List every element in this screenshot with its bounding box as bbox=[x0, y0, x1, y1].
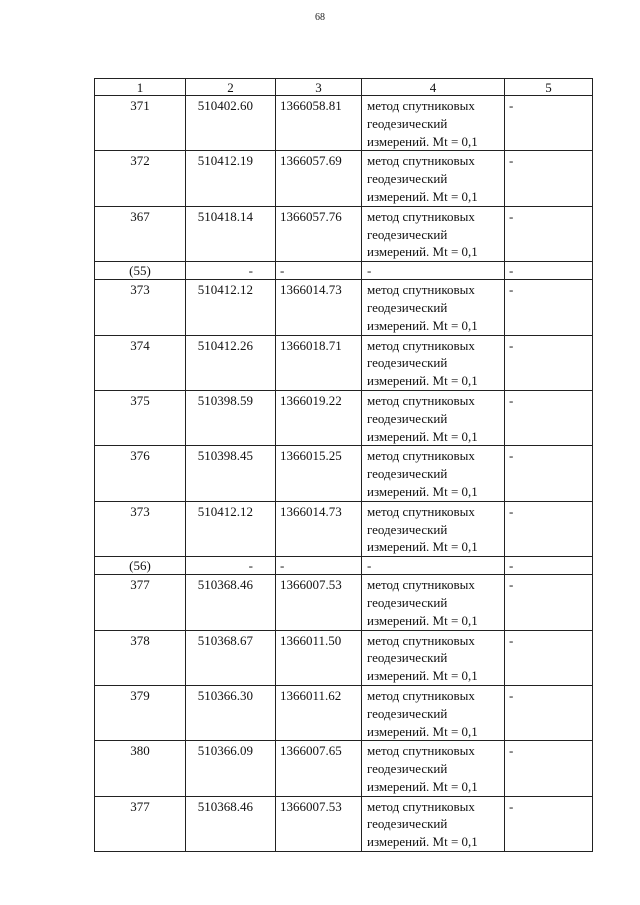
column-5-cell: - bbox=[505, 575, 593, 630]
x-coordinate-cell: 510412.12 bbox=[186, 501, 276, 556]
y-coordinate-cell: 1366018.71 bbox=[276, 335, 362, 390]
method-line: геодезический bbox=[367, 171, 448, 187]
x-coordinate-cell: - bbox=[186, 262, 276, 280]
column-5-cell: - bbox=[505, 335, 593, 390]
method-line: геодезический bbox=[367, 466, 448, 482]
method-line: геодезический bbox=[367, 521, 448, 537]
page-number: 68 bbox=[315, 12, 325, 23]
table-row bbox=[95, 280, 593, 335]
method-line: метод спутниковых bbox=[367, 577, 475, 593]
method-line: метод спутниковых bbox=[367, 282, 475, 298]
method-cell bbox=[362, 151, 505, 206]
point-number-cell: 372 bbox=[95, 151, 186, 206]
column-5-cell: - bbox=[505, 390, 593, 445]
point-number-cell: 377 bbox=[95, 575, 186, 630]
table-row bbox=[95, 335, 593, 390]
column-5-cell: - bbox=[505, 557, 593, 575]
method-line: измерений. Mt = 0,1 bbox=[367, 539, 478, 555]
column-5-cell: - bbox=[505, 501, 593, 556]
y-coordinate-cell: - bbox=[276, 557, 362, 575]
table-header-row bbox=[95, 79, 593, 96]
method-line: геодезический bbox=[367, 299, 448, 315]
method-cell bbox=[362, 796, 505, 851]
table-section-row bbox=[95, 557, 593, 575]
method-line: геодезический bbox=[367, 355, 448, 371]
column-5-cell: - bbox=[505, 206, 593, 261]
column-header-1: 1 bbox=[95, 79, 186, 96]
x-coordinate-cell: 510402.60 bbox=[186, 96, 276, 151]
column-5-cell: - bbox=[505, 685, 593, 740]
method-line: измерений. Mt = 0,1 bbox=[367, 133, 478, 149]
method-line: измерений. Mt = 0,1 bbox=[367, 723, 478, 739]
method-line: метод спутниковых bbox=[367, 503, 475, 519]
method-line: измерений. Mt = 0,1 bbox=[367, 428, 478, 444]
method-line: измерений. Mt = 0,1 bbox=[367, 834, 478, 850]
method-cell bbox=[362, 206, 505, 261]
method-line: геодезический bbox=[367, 115, 448, 131]
point-number-cell: 373 bbox=[95, 501, 186, 556]
x-coordinate-cell: 510412.26 bbox=[186, 335, 276, 390]
y-coordinate-cell: 1366014.73 bbox=[276, 280, 362, 335]
method-cell bbox=[362, 390, 505, 445]
x-coordinate-cell: 510366.30 bbox=[186, 685, 276, 740]
method-line: геодезический bbox=[367, 761, 448, 777]
y-coordinate-cell: 1366019.22 bbox=[276, 390, 362, 445]
column-header-5: 5 bbox=[505, 79, 593, 96]
y-coordinate-cell: 1366015.25 bbox=[276, 446, 362, 501]
column-5-cell: - bbox=[505, 796, 593, 851]
y-coordinate-cell: 1366011.62 bbox=[276, 685, 362, 740]
x-coordinate-cell: 510368.67 bbox=[186, 630, 276, 685]
method-cell bbox=[362, 575, 505, 630]
method-line: измерений. Mt = 0,1 bbox=[367, 373, 478, 389]
column-5-cell: - bbox=[505, 630, 593, 685]
table-row bbox=[95, 685, 593, 740]
y-coordinate-cell: 1366058.81 bbox=[276, 96, 362, 151]
method-line: метод спутниковых bbox=[367, 448, 475, 464]
column-header-4: 4 bbox=[362, 79, 505, 96]
column-5-cell: - bbox=[505, 96, 593, 151]
method-line: геодезический bbox=[367, 816, 448, 832]
method-line: метод спутниковых bbox=[367, 632, 475, 648]
method-line: метод спутниковых bbox=[367, 208, 475, 224]
x-coordinate-cell: - bbox=[186, 557, 276, 575]
method-line: метод спутниковых bbox=[367, 392, 475, 408]
method-line: - bbox=[367, 263, 372, 279]
method-line: геодезический bbox=[367, 594, 448, 610]
y-coordinate-cell: 1366011.50 bbox=[276, 630, 362, 685]
y-coordinate-cell: 1366057.69 bbox=[276, 151, 362, 206]
method-line: метод спутниковых bbox=[367, 687, 475, 703]
method-line: геодезический bbox=[367, 410, 448, 426]
method-line: измерений. Mt = 0,1 bbox=[367, 778, 478, 794]
method-cell bbox=[362, 630, 505, 685]
method-line: метод спутниковых bbox=[367, 98, 475, 113]
point-number-cell: 378 bbox=[95, 630, 186, 685]
point-number-cell: (56) bbox=[95, 557, 186, 575]
x-coordinate-cell: 510368.46 bbox=[186, 796, 276, 851]
point-number-cell: 367 bbox=[95, 206, 186, 261]
x-coordinate-cell: 510398.45 bbox=[186, 446, 276, 501]
method-cell bbox=[362, 557, 505, 575]
column-header-3: 3 bbox=[276, 79, 362, 96]
method-cell bbox=[362, 741, 505, 796]
point-number-cell: 374 bbox=[95, 335, 186, 390]
y-coordinate-cell: 1366007.65 bbox=[276, 741, 362, 796]
column-5-cell: - bbox=[505, 741, 593, 796]
table-section-row bbox=[95, 262, 593, 280]
method-line: измерений. Mt = 0,1 bbox=[367, 317, 478, 333]
table-row bbox=[95, 741, 593, 796]
method-line: метод спутниковых bbox=[367, 798, 475, 814]
method-cell bbox=[362, 335, 505, 390]
point-number-cell: 377 bbox=[95, 796, 186, 851]
method-cell bbox=[362, 280, 505, 335]
method-line: измерений. Mt = 0,1 bbox=[367, 244, 478, 260]
table-row bbox=[95, 501, 593, 556]
x-coordinate-cell: 510418.14 bbox=[186, 206, 276, 261]
method-line: измерений. Mt = 0,1 bbox=[367, 483, 478, 499]
point-number-cell: 380 bbox=[95, 741, 186, 796]
method-line: метод спутниковых bbox=[367, 743, 475, 759]
table-row bbox=[95, 151, 593, 206]
x-coordinate-cell: 510412.12 bbox=[186, 280, 276, 335]
y-coordinate-cell: 1366007.53 bbox=[276, 796, 362, 851]
coordinates-table bbox=[94, 78, 593, 852]
y-coordinate-cell: 1366007.53 bbox=[276, 575, 362, 630]
method-line: метод спутниковых bbox=[367, 337, 475, 353]
method-line: измерений. Mt = 0,1 bbox=[367, 188, 478, 204]
method-line: метод спутниковых bbox=[367, 153, 475, 169]
point-number-cell: 375 bbox=[95, 390, 186, 445]
table-body bbox=[95, 79, 593, 852]
table-row bbox=[95, 446, 593, 501]
table-row bbox=[95, 796, 593, 851]
method-cell bbox=[362, 446, 505, 501]
method-cell bbox=[362, 96, 505, 151]
method-line: измерений. Mt = 0,1 bbox=[367, 668, 478, 684]
x-coordinate-cell: 510368.46 bbox=[186, 575, 276, 630]
point-number-cell: 379 bbox=[95, 685, 186, 740]
method-line: геодезический bbox=[367, 650, 448, 666]
column-5-cell: - bbox=[505, 262, 593, 280]
x-coordinate-cell: 510366.09 bbox=[186, 741, 276, 796]
y-coordinate-cell: 1366014.73 bbox=[276, 501, 362, 556]
method-line: - bbox=[367, 558, 372, 574]
point-number-cell: (55) bbox=[95, 262, 186, 280]
point-number-cell: 376 bbox=[95, 446, 186, 501]
method-line: измерений. Mt = 0,1 bbox=[367, 612, 478, 628]
column-5-cell: - bbox=[505, 151, 593, 206]
method-line: геодезический bbox=[367, 226, 448, 242]
column-5-cell: - bbox=[505, 446, 593, 501]
table-row bbox=[95, 390, 593, 445]
table-row bbox=[95, 206, 593, 261]
method-cell bbox=[362, 685, 505, 740]
y-coordinate-cell: 1366057.76 bbox=[276, 206, 362, 261]
x-coordinate-cell: 510412.19 bbox=[186, 151, 276, 206]
method-cell bbox=[362, 501, 505, 556]
column-header-2: 2 bbox=[186, 79, 276, 96]
x-coordinate-cell: 510398.59 bbox=[186, 390, 276, 445]
table-row bbox=[95, 630, 593, 685]
method-cell bbox=[362, 262, 505, 280]
method-line: геодезический bbox=[367, 705, 448, 721]
point-number-cell: 371 bbox=[95, 96, 186, 151]
table-row bbox=[95, 96, 593, 151]
y-coordinate-cell: - bbox=[276, 262, 362, 280]
point-number-cell: 373 bbox=[95, 280, 186, 335]
column-5-cell: - bbox=[505, 280, 593, 335]
table-row bbox=[95, 575, 593, 630]
